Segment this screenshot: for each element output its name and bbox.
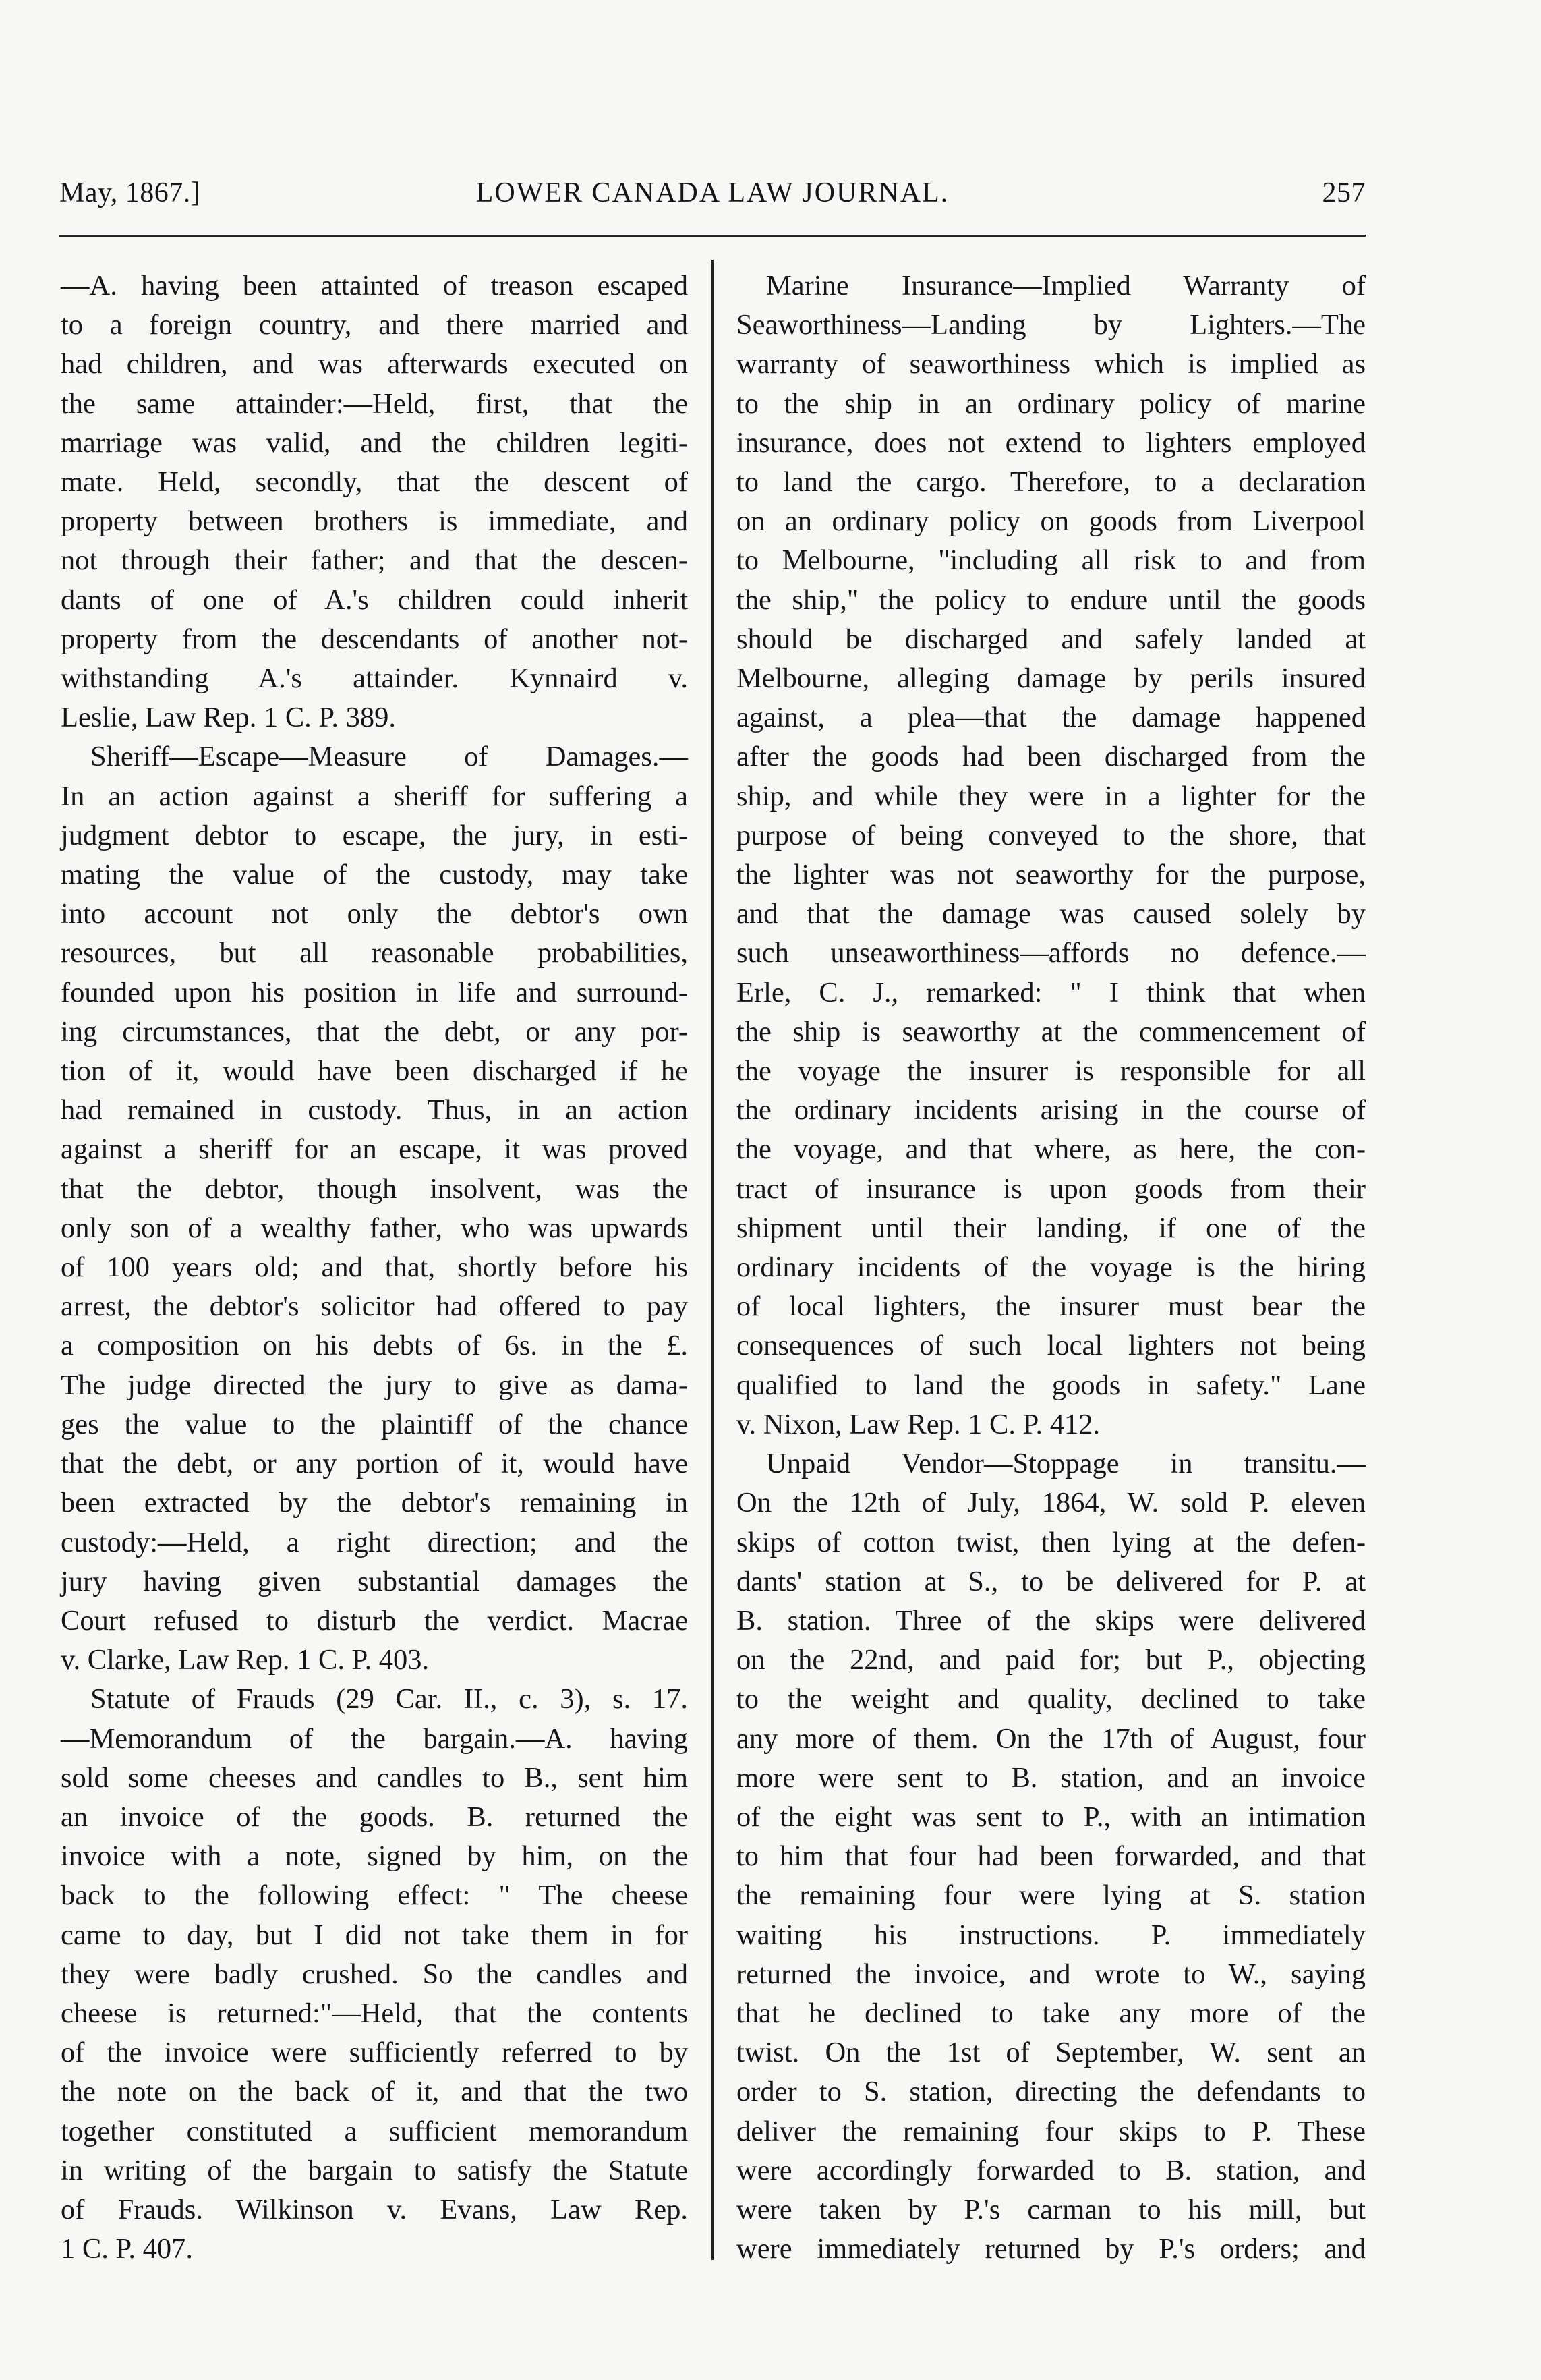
text-line: were accordingly forwarded to B. station, and (736, 2154, 1366, 2186)
text-line: were taken by P.'s carman to his mill, but (736, 2193, 1366, 2226)
text-line: warranty of seaworthiness which is implied as (736, 348, 1366, 380)
text-line: insurance, does not extend to lighters employed (736, 426, 1366, 459)
text-line: dants' station at S., to be delivered for P. at (736, 1565, 1366, 1597)
text-line: of the invoice were sufficiently referred to by (61, 2037, 688, 2069)
text-line: against a sheriff for an escape, it was proved (61, 1133, 688, 1166)
text-line: v. Clarke, Law Rep. 1 C. P. 403. (61, 1644, 430, 1676)
text-line: the voyage the insurer is responsible for all (736, 1055, 1366, 1087)
text-line: —A. having been attainted of treason escaped (61, 270, 688, 302)
text-line: to Melbourne, "including all risk to and from (736, 544, 1366, 577)
text-line: had remained in custody. Thus, in an action (61, 1094, 688, 1127)
text-line: judgment debtor to escape, the jury, in esti- (61, 819, 688, 851)
text-line: more were sent to B. station, and an invoice (736, 1761, 1366, 1794)
text-line: resources, but all reasonable probabilities, (61, 937, 688, 969)
text-line: The judge directed the jury to give as dama- (61, 1369, 688, 1401)
text-line: not through their father; and that the descen- (61, 544, 688, 577)
text-line: v. Nixon, Law Rep. 1 C. P. 412. (736, 1408, 1101, 1440)
text-line: mating the value of the custody, may take (61, 859, 688, 891)
text-line: twist. On the 1st of September, W. sent an (736, 2037, 1366, 2069)
text-line: cheese is returned:"—Held, that the contents (61, 1997, 688, 2029)
text-line: against, a plea—that the damage happened (736, 702, 1366, 734)
text-line: —Memorandum of the bargain.—A. having (61, 1722, 688, 1755)
text-line: deliver the remaining four skips to P. These (736, 2115, 1366, 2147)
text-line: tion of it, would have been discharged if he (61, 1055, 688, 1087)
text-line: waiting his instructions. P. immediately (736, 1919, 1366, 1951)
text-line: were immediately returned by P.'s orders; and (736, 2233, 1366, 2265)
text-line: marriage was valid, and the children legiti- (61, 426, 688, 459)
text-line: B. station. Three of the skips were delivered (736, 1604, 1366, 1637)
right-column (736, 266, 1366, 2269)
text-line: should be discharged and safely landed at (736, 623, 1366, 655)
header-page-number: 257 (1322, 177, 1366, 208)
text-line: dants of one of A.'s children could inherit (61, 584, 688, 616)
text-line: Leslie, Law Rep. 1 C. P. 389. (61, 702, 396, 734)
text-line: In an action against a sheriff for suffering a (61, 780, 688, 812)
column-divider (711, 260, 714, 2260)
text-line: purpose of being conveyed to the shore, that (736, 819, 1366, 851)
text-line: ship, and while they were in a lighter for the (736, 780, 1366, 812)
text-line: consequences of such local lighters not being (736, 1330, 1366, 1362)
text-line: that the debtor, though insolvent, was the (61, 1172, 688, 1205)
text-line: they were badly crushed. So the candles and (61, 1958, 688, 1990)
running-head (59, 177, 1366, 217)
text-line: the ship," the policy to endure until the goods (736, 584, 1366, 616)
text-line: Court refused to disturb the verdict. Macrae (61, 1604, 688, 1637)
text-line: Melbourne, alleging damage by perils insured (736, 662, 1366, 695)
text-line: Marine Insurance—Implied Warranty of (766, 270, 1366, 302)
text-line: the note on the back of it, and that the two (61, 2076, 688, 2108)
text-line: any more of them. On the 17th of August, four (736, 1722, 1366, 1755)
text-line: Seaworthiness—Landing by Lighters.—The (736, 309, 1366, 341)
text-line: on the 22nd, and paid for; but P., objecting (736, 1644, 1366, 1676)
text-line: after the goods had been discharged from the (736, 741, 1366, 773)
text-line: of the eight was sent to P., with an intimation (736, 1801, 1366, 1833)
text-line: such unseaworthiness—affords no defence.— (736, 937, 1366, 969)
text-line: to a foreign country, and there married and (61, 309, 688, 341)
text-line: together constituted a sufficient memorandum (61, 2115, 688, 2147)
left-column (61, 266, 688, 2269)
text-line: to the ship in an ordinary policy of marine (736, 387, 1366, 420)
header-date: May, 1867.] (59, 177, 201, 208)
text-line: the ship is seaworthy at the commencement of (736, 1015, 1366, 1048)
text-line: back to the following effect: " The cheese (61, 1879, 688, 1912)
text-line: skips of cotton twist, then lying at the defen- (736, 1526, 1366, 1558)
text-line: the voyage, and that where, as here, the con- (736, 1133, 1366, 1166)
text-line: mate. Held, secondly, that the descent of (61, 466, 688, 499)
text-line: to land the cargo. Therefore, to a declaration (736, 466, 1366, 499)
text-line: tract of insurance is upon goods from their (736, 1172, 1366, 1205)
text-line: of local lighters, the insurer must bear the (736, 1291, 1366, 1323)
text-line: Unpaid Vendor—Stoppage in transitu.— (766, 1448, 1366, 1480)
text-line: Sheriff—Escape—Measure of Damages.— (90, 741, 688, 773)
text-line: withstanding A.'s attainder. Kynnaird v. (61, 662, 688, 695)
text-line: of 100 years old; and that, shortly before his (61, 1251, 688, 1284)
header-rule (59, 235, 1366, 237)
text-line: 1 C. P. 407. (61, 2233, 194, 2265)
text-line: property between brothers is immediate, and (61, 505, 688, 538)
text-line: the ordinary incidents arising in the course of (736, 1094, 1366, 1127)
text-line: only son of a wealthy father, who was upwards (61, 1212, 688, 1244)
text-line: ing circumstances, that the debt, or any por- (61, 1015, 688, 1048)
text-line: that the debt, or any portion of it, would have (61, 1448, 688, 1480)
text-line: sold some cheeses and candles to B., sent him (61, 1761, 688, 1794)
text-line: property from the descendants of another not- (61, 623, 688, 655)
header-title: LOWER CANADA LAW JOURNAL. (475, 177, 950, 208)
text-line: had children, and was afterwards executed on (61, 348, 688, 380)
text-line: ges the value to the plaintiff of the chance (61, 1408, 688, 1440)
text-line: to him that four had been forwarded, and that (736, 1840, 1366, 1873)
text-line: On the 12th of July, 1864, W. sold P. eleven (736, 1487, 1366, 1519)
text-line: custody:—Held, a right direction; and the (61, 1526, 688, 1558)
text-line: that he declined to take any more of the (736, 1997, 1366, 2029)
text-line: to the weight and quality, declined to take (736, 1683, 1366, 1716)
text-line: founded upon his position in life and surround- (61, 976, 688, 1009)
text-line: Statute of Frauds (29 Car. II., c. 3), s. 17. (90, 1683, 688, 1716)
text-line: order to S. station, directing the defendants to (736, 2076, 1366, 2108)
text-line: ordinary incidents of the voyage is the hiring (736, 1251, 1366, 1284)
text-line: the same attainder:—Held, first, that the (61, 387, 688, 420)
text-line: in writing of the bargain to satisfy the Statute (61, 2154, 688, 2186)
text-line: and that the damage was caused solely by (736, 898, 1366, 930)
text-line: the lighter was not seaworthy for the purpose, (736, 859, 1366, 891)
text-line: a composition on his debts of 6s. in the £. (61, 1330, 688, 1362)
text-line: an invoice of the goods. B. returned the (61, 1801, 688, 1833)
text-line: came to day, but I did not take them in for (61, 1919, 688, 1951)
text-line: arrest, the debtor's solicitor had offered to pay (61, 1291, 688, 1323)
text-line: shipment until their landing, if one of the (736, 1212, 1366, 1244)
text-line: jury having given substantial damages the (61, 1565, 688, 1597)
text-line: Erle, C. J., remarked: " I think that when (736, 976, 1366, 1009)
text-line: into account not only the debtor's own (61, 898, 688, 930)
text-line: qualified to land the goods in safety." Lane (736, 1369, 1366, 1401)
text-line: on an ordinary policy on goods from Liverpool (736, 505, 1366, 538)
text-line: returned the invoice, and wrote to W., saying (736, 1958, 1366, 1990)
text-line: of Frauds. Wilkinson v. Evans, Law Rep. (61, 2193, 688, 2226)
text-line: been extracted by the debtor's remaining in (61, 1487, 688, 1519)
text-line: invoice with a note, signed by him, on the (61, 1840, 688, 1873)
text-line: the remaining four were lying at S. station (736, 1879, 1366, 1912)
